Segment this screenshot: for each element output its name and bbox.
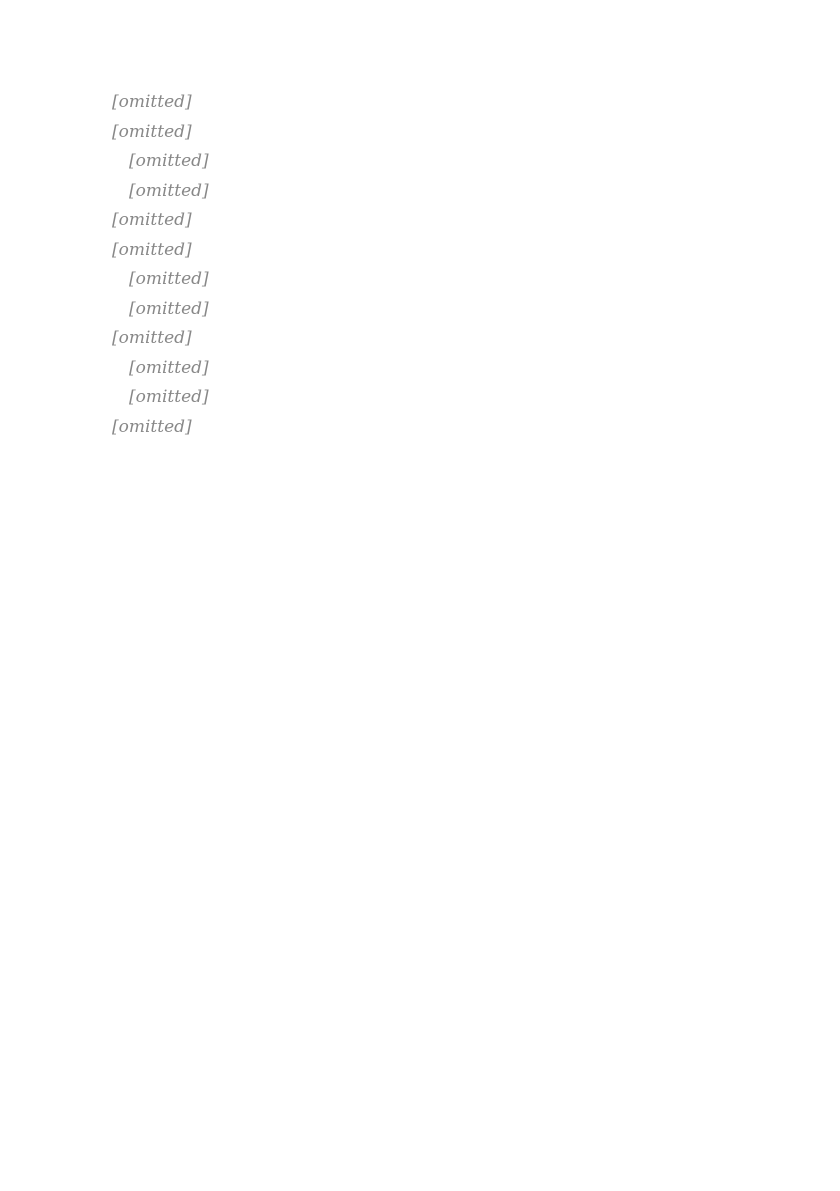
paragraph: [omitted] xyxy=(129,357,209,378)
paragraph: [omitted] xyxy=(129,151,209,171)
paragraph: [omitted] xyxy=(112,416,192,437)
paragraph: [omitted] xyxy=(129,298,209,319)
document-page xyxy=(112,88,732,442)
paragraph: [omitted] xyxy=(112,210,192,230)
paragraph: [omitted] xyxy=(129,387,209,407)
paragraph: [omitted] xyxy=(129,180,209,201)
paragraph: [omitted] xyxy=(112,92,192,112)
paragraph: [omitted] xyxy=(112,121,192,142)
paragraph: [omitted] xyxy=(112,239,192,260)
paragraph: [omitted] xyxy=(129,269,209,289)
paragraph: [omitted] xyxy=(112,328,192,348)
